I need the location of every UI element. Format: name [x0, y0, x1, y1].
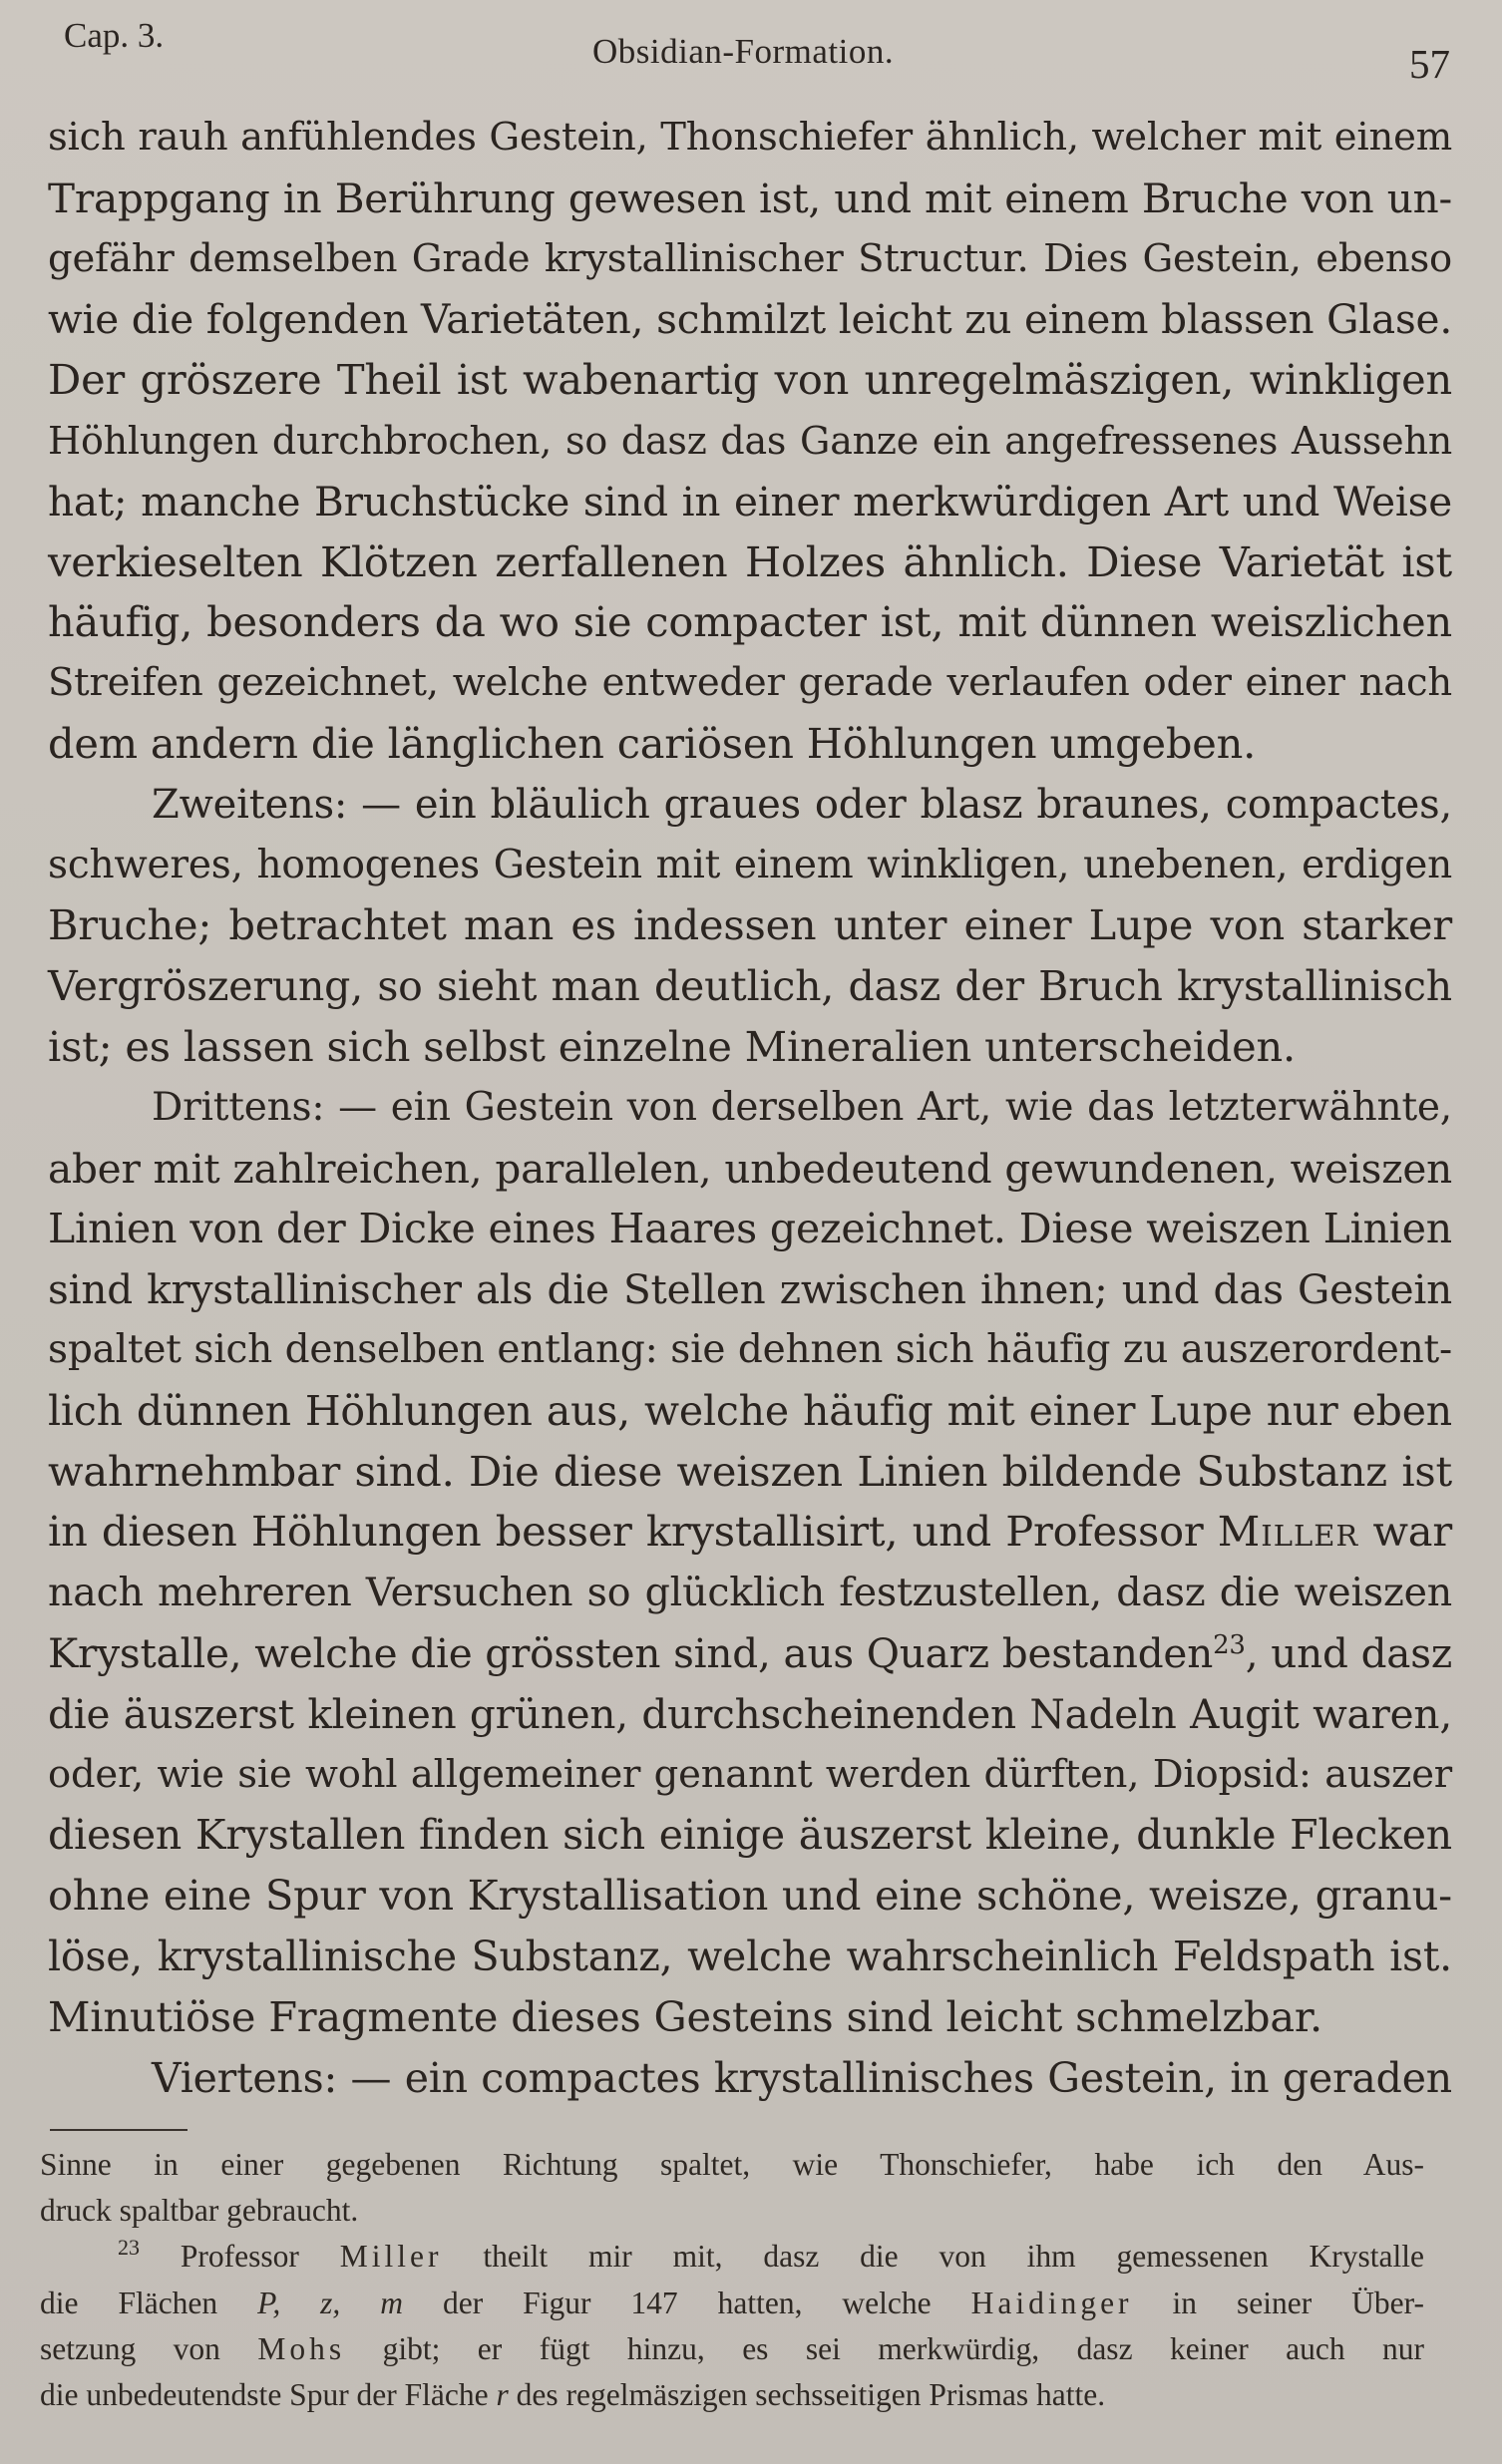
- text-line: Minutiöse Fragmente dieses Gesteins sind leicht schmelzbar.: [48, 1991, 1322, 2041]
- text-line: hat; manche Bruchstücke sind in einer merkwürdigen Art und Weise: [48, 477, 1452, 526]
- text-fragment: theilt mir mit, dasz die von ihm gemessenen Krystalle: [483, 2239, 1425, 2275]
- crystal-face: r: [496, 2376, 509, 2412]
- text-line: [48, 1502, 1452, 1563]
- footnote-line: [40, 2326, 1424, 2372]
- footnote-line: Sinne in einer gegebenen Richtung spaltet, wie Thonschiefer, habe ich den Aus-: [40, 2147, 1424, 2182]
- text-line: Viertens: — ein compactes krystallinisches Gestein, in geraden: [152, 2053, 1452, 2102]
- running-title: Obsidian-Formation.: [592, 32, 895, 71]
- text-line: aber mit zahlreichen, parallelen, unbedeutend gewundenen, weiszen: [48, 1144, 1452, 1193]
- text-fragment: in diesen Höhlungen besser krystallisirt, und Professor: [48, 1507, 1204, 1557]
- text-line: nach mehreren Versuchen so glücklich festzustellen, dasz die weiszen: [48, 1570, 1452, 1616]
- text-fragment: in seiner Über-: [1172, 2285, 1425, 2320]
- chapter-label: Cap. 3.: [64, 16, 165, 55]
- text-fragment: des regelmäszigen sechsseitigen Prismas hatte.: [516, 2376, 1106, 2412]
- footnote-number: 23: [118, 2235, 140, 2261]
- person-name: Mohs: [257, 2330, 346, 2366]
- text-fragment: , und dasz: [1245, 1628, 1452, 1677]
- text-line: Trappgang in Berührung gewesen ist, und mit einem Bruche von un-: [48, 174, 1452, 222]
- page-number: 57: [1409, 41, 1450, 87]
- footnote-divider: [50, 2129, 188, 2131]
- text-fragment: die unbedeutendste Spur der Fläche: [40, 2376, 489, 2412]
- footnote-line: druck spaltbar gebraucht.: [40, 2193, 359, 2229]
- footnote-line: [40, 2281, 1424, 2326]
- text-line: Vergröszerung, so sieht man deutlich, dasz der Bruch krystallinisch: [48, 962, 1452, 1011]
- text-line: lich dünnen Höhlungen aus, welche häufig mit einer Lupe nur eben: [48, 1386, 1452, 1435]
- text-line: ist; es lassen sich selbst einzelne Mineralien unterscheiden.: [48, 1021, 1297, 1071]
- text-line: wie die folgenden Varietäten, schmilzt leicht zu einem blassen Glase.: [48, 295, 1452, 344]
- text-line: sich rauh anfühlendes Gestein, Thonschiefer ähnlich, welcher mit einem: [48, 115, 1452, 160]
- body-text: [48, 108, 1452, 2108]
- text-fragment: Professor: [180, 2239, 299, 2275]
- text-fragment: war: [1372, 1507, 1452, 1557]
- text-line: gefähr demselben Grade krystallinischer Structur. Dies Gestein, ebenso: [48, 235, 1452, 281]
- text-line: Drittens: — ein Gestein von derselben Art, wie das letzterwähnte,: [152, 1084, 1452, 1130]
- text-line: wahrnehmbar sind. Die diese weiszen Linien bildende Substanz ist: [48, 1446, 1452, 1496]
- text-fragment: die Flächen: [40, 2285, 218, 2320]
- text-line: die äuszerst kleinen grünen, durchscheinenden Nadeln Augit waren,: [48, 1689, 1452, 1738]
- person-name: Miller: [1217, 1507, 1359, 1557]
- text-fragment: der Figur 147 hatten, welche: [442, 2285, 932, 2320]
- text-line: Bruche; betrachtet man es indessen unter einer Lupe von starker: [48, 900, 1452, 950]
- person-name: Miller: [339, 2239, 443, 2275]
- text-line: Höhlungen durchbrochen, so dasz das Ganze ein angefressenes Aussehn: [48, 418, 1452, 463]
- text-line: sind krystallinischer als die Stellen zwischen ihnen; und das Gestein: [48, 1265, 1452, 1314]
- footnote-line: [40, 2372, 1424, 2418]
- text-line: häufig, besonders da wo sie compacter ist, mit dünnen weiszlichen: [48, 597, 1452, 647]
- page-header: [64, 10, 1450, 87]
- footnote-reference: 23: [1213, 1629, 1246, 1660]
- text-line: spaltet sich denselben entlang: sie dehnen sich häufig zu auszerordent-: [48, 1326, 1452, 1372]
- text-line: Zweitens: — ein bläulich graues oder blasz braunes, compactes,: [152, 781, 1452, 828]
- text-line: Der gröszere Theil ist wabenartig von unregelmäszigen, winkligen: [48, 355, 1452, 405]
- text-line: schweres, homogenes Gestein mit einem winkligen, unebenen, erdigen: [48, 842, 1452, 887]
- text-fragment: setzung von: [40, 2330, 220, 2366]
- person-name: Haidinger: [970, 2285, 1133, 2320]
- text-line: löse, krystallinische Substanz, welche wahrscheinlich Feldspath ist.: [48, 1932, 1452, 1980]
- text-fragment: gibt; er fügt hinzu, es sei merkwürdig, dasz keiner auch nur: [382, 2330, 1425, 2366]
- text-line: dem andern die länglichen cariösen Höhlungen umgeben.: [48, 718, 1257, 768]
- crystal-faces: P, z, m: [257, 2285, 404, 2320]
- text-line: ohne eine Spur von Krystallisation und eine schöne, weisze, granu-: [48, 1871, 1452, 1921]
- text-line: [48, 1623, 1452, 1684]
- footnotes: [40, 2142, 1424, 2418]
- text-line: Streifen gezeichnet, welche entweder gerade verlaufen oder einer nach: [48, 660, 1452, 706]
- text-line: verkieselten Klötzen zerfallenen Holzes ähnlich. Diese Varietät ist: [48, 536, 1452, 586]
- text-line: diesen Krystallen finden sich einige äuszerst kleine, dunkle Flecken: [48, 1811, 1452, 1860]
- text-line: oder, wie sie wohl allgemeiner genannt werden dürften, Diopsid: auszer: [48, 1751, 1452, 1797]
- text-line: Linien von der Dicke eines Haares gezeichnet. Diese weiszen Linien: [48, 1205, 1452, 1253]
- footnote-line: [40, 2234, 1424, 2280]
- text-fragment: Krystalle, welche die grössten sind, aus Quarz bestanden: [48, 1628, 1214, 1677]
